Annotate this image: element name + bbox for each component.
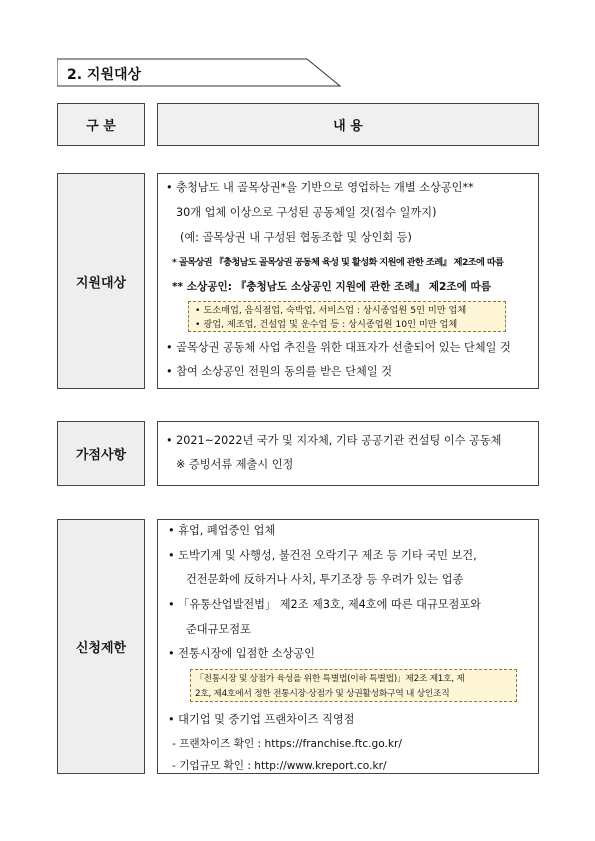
employee-criteria-note: [188, 301, 506, 332]
bonus-line-1: • 2021~2022년 국가 및 지자체, 기타 공공기관 컨설팅 이수 공동체: [166, 434, 502, 447]
criteria-line-1: • 도소매업, 음식점업, 숙박업, 서비스업 : 상시종업원 5인 미만 업체: [195, 305, 467, 316]
bonus-line-2: ※ 증빙서류 제출시 인정: [176, 458, 294, 471]
restriction-line-3: 건전문화에 反하거나 사치, 투기조장 등 우려가 있는 업종: [186, 573, 464, 586]
restriction-line-4: • 「유통산업발전법」 제2조 제3호, 제4호에 따른 대규모점포와: [168, 598, 481, 611]
traditional-market-note: [190, 669, 517, 702]
header-col-category: 구 분: [57, 103, 145, 146]
eligibility-footnote-1: * 골목상권 『충청남도 골목상권 공동체 육성 및 활성화 지원에 관한 조례』 제2조에 따름: [172, 257, 504, 268]
eligibility-line-1: • 충청남도 내 골목상권*을 기반으로 영업하는 개별 소상공인**: [166, 181, 474, 194]
header-col-content: 내 용: [157, 103, 539, 146]
restriction-line-5: 준대규모점포: [186, 623, 251, 636]
company-size-check-line: - 기업규모 확인 : http://www.kreport.co.kr/: [172, 760, 387, 772]
content-eligibility: [157, 173, 539, 389]
content-restrictions: [157, 519, 539, 774]
eligibility-line-7: • 참여 소상공인 전원의 동의를 받은 단체일 것: [166, 365, 393, 378]
section-title-text: 2. 지원대상: [67, 67, 142, 83]
market-note-line-1: 「전통시장 및 상점가 육성을 위한 특별법(이하 특별법)」제2조 제1호, 제: [195, 674, 465, 684]
market-note-line-2: 2호, 제4호에서 정한 전통시장·상점가 및 상권활성화구역 내 상인조직: [195, 689, 450, 699]
label-bonus-points: 가점사항: [57, 421, 145, 486]
label-restrictions: 신청제한: [57, 519, 145, 774]
eligibility-line-3: (예: 골목상권 내 구성된 협동조합 및 상인회 등): [180, 231, 412, 244]
restriction-line-6: • 전통시장에 입점한 소상공인: [168, 647, 315, 660]
content-bonus-points: [157, 421, 539, 486]
restriction-line-1: • 휴업, 폐업중인 업체: [168, 524, 276, 537]
restriction-line-2: • 도박기계 및 사행성, 불건전 오락기구 제조 등 기타 국민 보건,: [168, 549, 477, 562]
restriction-line-7: • 대기업 및 중기업 프랜차이즈 직영점: [168, 713, 355, 726]
eligibility-line-2: 30개 업체 이상으로 구성된 공동체일 것(접수 일까지): [176, 206, 437, 219]
section-title: [57, 58, 297, 86]
franchise-check-line: - 프랜차이즈 확인 : https://franchise.ftc.go.kr/: [172, 738, 402, 750]
label-eligibility: 지원대상: [57, 173, 145, 389]
eligibility-line-6: • 골목상권 공동체 사업 추진을 위한 대표자가 선출되어 있는 단체일 것: [166, 341, 511, 354]
criteria-line-2: • 광업, 제조업, 건설업 및 운수업 등 : 상시종업원 10인 미만 업체: [195, 319, 458, 330]
eligibility-footnote-2: ** 소상공인: 『충청남도 소상공인 지원에 관한 조례』 제2조에 따름: [172, 281, 491, 293]
